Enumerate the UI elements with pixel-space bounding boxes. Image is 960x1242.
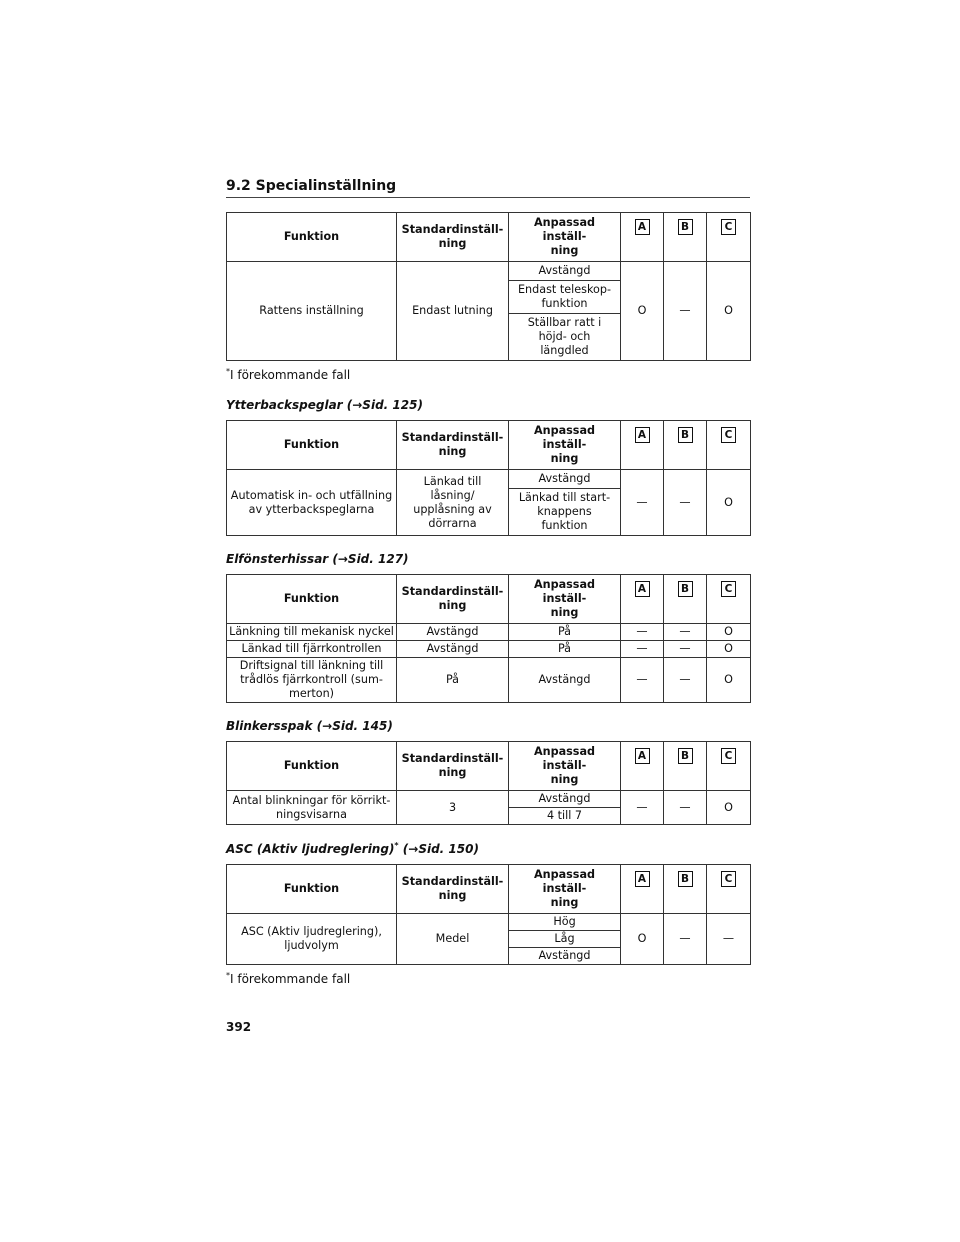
- subheading-elfonsterhissar: Elfönsterhissar (→Sid. 127): [226, 552, 409, 566]
- header-c: [707, 865, 751, 914]
- table-row: [227, 791, 751, 808]
- key-c-icon: C: [721, 581, 736, 597]
- cell-option: Avstängd: [509, 470, 621, 489]
- cell-b: —: [664, 470, 707, 536]
- table-blinkersspak: [226, 741, 751, 825]
- cell-standard: Avstängd: [397, 624, 509, 641]
- cell-option: Endast teleskop- funktion: [509, 281, 621, 314]
- header-b: [664, 865, 707, 914]
- cell-a: —: [621, 658, 664, 703]
- header-b: [664, 213, 707, 262]
- header-c: [707, 742, 751, 791]
- cell-standard: Endast lutning: [397, 262, 509, 361]
- key-c-icon: C: [721, 871, 736, 887]
- cell-b: —: [664, 641, 707, 658]
- header-b: [664, 421, 707, 470]
- table-row: [227, 914, 751, 931]
- cell-b: —: [664, 658, 707, 703]
- header-c: [707, 575, 751, 624]
- cell-option: Ställbar ratt i höjd- och längdled: [509, 314, 621, 361]
- key-a-icon: A: [635, 581, 650, 597]
- header-funktion: Funktion: [227, 575, 397, 624]
- table-row: [227, 658, 751, 703]
- key-a-icon: A: [635, 871, 650, 887]
- header-funktion: Funktion: [227, 865, 397, 914]
- table-row: [227, 470, 751, 489]
- cell-funktion: ASC (Aktiv ljudreglering), ljudvolym: [227, 914, 397, 965]
- header-a: [621, 213, 664, 262]
- key-b-icon: B: [678, 581, 693, 597]
- header-a: [621, 421, 664, 470]
- cell-standard: Länkad till låsning/ upplåsning av dörrarna: [397, 470, 509, 536]
- key-b-icon: B: [678, 748, 693, 764]
- cell-option: Avstängd: [509, 262, 621, 281]
- section-title: 9.2 Specialinställning: [226, 178, 750, 198]
- cell-c: O: [707, 658, 751, 703]
- cell-c: —: [707, 914, 751, 965]
- header-anpassad: Anpassad inställ- ning: [509, 421, 621, 470]
- table-asc: [226, 864, 751, 965]
- header-funktion: Funktion: [227, 213, 397, 262]
- key-c-icon: C: [721, 748, 736, 764]
- footnote: *I förekommande fall: [226, 367, 351, 382]
- cell-a: —: [621, 641, 664, 658]
- table-row: [227, 641, 751, 658]
- cell-funktion: Rattens inställning: [227, 262, 397, 361]
- cell-anpassad: På: [509, 624, 621, 641]
- cell-option: Länkad till start- knappens funktion: [509, 489, 621, 536]
- table-header-row: [227, 742, 751, 791]
- header-anpassad: Anpassad inställ- ning: [509, 575, 621, 624]
- header-b: [664, 575, 707, 624]
- header-funktion: Funktion: [227, 421, 397, 470]
- header-a: [621, 865, 664, 914]
- subheading-asc: ASC (Aktiv ljudreglering)* (→Sid. 150): [226, 841, 479, 856]
- cell-c: O: [707, 791, 751, 825]
- header-anpassad: Anpassad inställ- ning: [509, 213, 621, 262]
- cell-option: 4 till 7: [509, 808, 621, 825]
- table-header-row: [227, 575, 751, 624]
- cell-option: Avstängd: [509, 948, 621, 965]
- key-a-icon: A: [635, 219, 650, 235]
- table-header-row: [227, 421, 751, 470]
- page-content: [226, 178, 750, 986]
- header-standard: Standardinställ- ning: [397, 213, 509, 262]
- cell-b: —: [664, 791, 707, 825]
- key-a-icon: A: [635, 748, 650, 764]
- key-b-icon: B: [678, 427, 693, 443]
- table-header-row: [227, 865, 751, 914]
- cell-anpassad: Avstängd: [509, 658, 621, 703]
- header-standard: Standardinställ- ning: [397, 865, 509, 914]
- header-standard: Standardinställ- ning: [397, 421, 509, 470]
- header-a: [621, 742, 664, 791]
- subheading-ytterbackspeglar: Ytterbackspeglar (→Sid. 125): [226, 398, 423, 412]
- key-b-icon: B: [678, 871, 693, 887]
- header-c: [707, 213, 751, 262]
- table-ratt: [226, 212, 751, 361]
- cell-a: O: [621, 262, 664, 361]
- cell-b: —: [664, 624, 707, 641]
- cell-funktion: Automatisk in- och utfällning av ytterbackspeglarna: [227, 470, 397, 536]
- cell-standard: Avstängd: [397, 641, 509, 658]
- page-number: 392: [226, 1020, 252, 1034]
- table-row: [227, 262, 751, 281]
- cell-option: Låg: [509, 931, 621, 948]
- key-c-icon: C: [721, 219, 736, 235]
- cell-standard: På: [397, 658, 509, 703]
- cell-funktion: Länkad till fjärrkontrollen: [227, 641, 397, 658]
- header-c: [707, 421, 751, 470]
- header-b: [664, 742, 707, 791]
- cell-anpassad: På: [509, 641, 621, 658]
- cell-option: Avstängd: [509, 791, 621, 808]
- header-funktion: Funktion: [227, 742, 397, 791]
- table-ytterbackspeglar: [226, 420, 751, 536]
- cell-b: —: [664, 914, 707, 965]
- cell-c: O: [707, 624, 751, 641]
- cell-c: O: [707, 262, 751, 361]
- key-b-icon: B: [678, 219, 693, 235]
- cell-funktion: Driftsignal till länkning till trådlös fjärrkontroll (sum- merton): [227, 658, 397, 703]
- cell-c: O: [707, 470, 751, 536]
- table-elfonsterhissar: [226, 574, 751, 703]
- footnote: *I förekommande fall: [226, 971, 351, 986]
- header-standard: Standardinställ- ning: [397, 742, 509, 791]
- cell-a: —: [621, 624, 664, 641]
- table-header-row: [227, 213, 751, 262]
- cell-option: Hög: [509, 914, 621, 931]
- table-row: [227, 624, 751, 641]
- cell-funktion: Länkning till mekanisk nyckel: [227, 624, 397, 641]
- key-c-icon: C: [721, 427, 736, 443]
- subheading-blinkersspak: Blinkersspak (→Sid. 145): [226, 719, 393, 733]
- cell-b: —: [664, 262, 707, 361]
- header-anpassad: Anpassad inställ- ning: [509, 742, 621, 791]
- cell-c: O: [707, 641, 751, 658]
- cell-a: —: [621, 791, 664, 825]
- cell-funktion: Antal blinkningar för körrikt- ningsvisarna: [227, 791, 397, 825]
- key-a-icon: A: [635, 427, 650, 443]
- cell-a: —: [621, 470, 664, 536]
- cell-a: O: [621, 914, 664, 965]
- header-standard: Standardinställ- ning: [397, 575, 509, 624]
- header-a: [621, 575, 664, 624]
- cell-standard: Medel: [397, 914, 509, 965]
- cell-standard: 3: [397, 791, 509, 825]
- header-anpassad: Anpassad inställ- ning: [509, 865, 621, 914]
